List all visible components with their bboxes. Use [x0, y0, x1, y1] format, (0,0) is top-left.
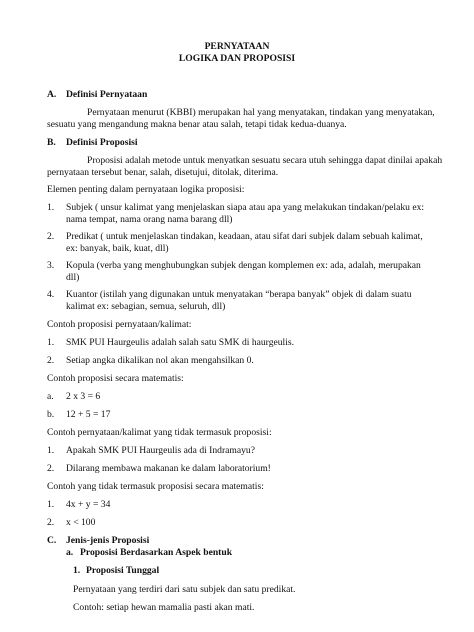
example-4-item-1-marker: 1. — [47, 499, 55, 510]
subsection-1-heading: Proposisi Tunggal — [86, 565, 160, 576]
tunggal-definition: Pernyataan yang terdiri dari satu subjek dan satu predikat. — [73, 584, 296, 595]
element-4-marker: 4. — [47, 289, 55, 300]
section-b-para-line-1: Proposisi adalah metode untuk menyatkan sesuatu secara utuh sehingga dapat dinilai apakah — [87, 155, 443, 166]
section-b-heading: Definisi Proposisi — [66, 137, 138, 148]
section-a-marker: A. — [47, 89, 57, 100]
title-line-2: LOGIKA DAN PROPOSISI — [178, 53, 296, 64]
elements-intro: Elemen penting dalam pernyataan logika proposisi: — [47, 184, 245, 195]
section-c-marker: C. — [47, 535, 57, 546]
example-3-item-2-marker: 2. — [47, 463, 55, 474]
example-4-item-2-marker: 2. — [47, 517, 55, 528]
element-3-line-2: dll) — [66, 272, 80, 283]
example-3-item-1-marker: 1. — [47, 445, 55, 456]
example-2-intro: Contoh proposisi secara matematis: — [47, 373, 184, 384]
example-3-item-2-text: Dilarang membawa makanan ke dalam laboratorium! — [66, 463, 271, 474]
section-a-heading: Definisi Pernyataan — [66, 89, 148, 100]
element-2-marker: 2. — [47, 231, 55, 242]
element-2-line-2: ex: banyak, baik, kuat, dll) — [66, 243, 169, 254]
element-1-marker: 1. — [47, 202, 55, 213]
element-4-line-1: Kuantor (istilah yang digunakan untuk menyatakan “berapa banyak” objek di dalam suatu — [66, 289, 412, 300]
section-a-para-line-1: Pernyataan menurut (KBBI) merupakan hal yang menyatakan, tindakan yang menyatakan, — [87, 107, 435, 118]
example-3-item-1-text: Apakah SMK PUI Haurgeulis ada di Indramayu? — [66, 445, 255, 456]
element-3-marker: 3. — [47, 260, 55, 271]
element-4-line-2: kalimat ex: sebagian, semua, seluruh, dll) — [66, 301, 226, 312]
example-4-intro: Contoh yang tidak termasuk proposisi secara matematis: — [47, 481, 264, 492]
tunggal-example: Contoh: setiap hewan mamalia pasti akan mati. — [73, 602, 255, 613]
example-3-intro: Contoh pernyataan/kalimat yang tidak termasuk proposisi: — [47, 427, 272, 438]
element-2-line-1: Predikat ( untuk menjelaskan tindakan, keadaan, atau sifat dari subjek dalam sebuah kalimat, — [66, 231, 423, 242]
example-1-intro: Contoh proposisi pernyataan/kalimat: — [47, 319, 192, 330]
example-2-item-a-marker: a. — [47, 391, 54, 402]
example-1-item-1-text: SMK PUI Haurgeulis adalah salah satu SMK di haurgeulis. — [66, 337, 295, 348]
example-2-item-b-marker: b. — [47, 409, 55, 420]
subsection-a-heading: Proposisi Berdasarkan Aspek bentuk — [80, 547, 233, 558]
section-a-para-line-2: sesuatu yang mengandung makna benar atau salah, tetapi tidak kedua-duanya. — [47, 119, 347, 130]
example-2-item-a-text: 2 x 3 = 6 — [66, 391, 101, 402]
example-4-item-1-text: 4x + y = 34 — [66, 499, 111, 510]
example-4-item-2-text: x < 100 — [66, 517, 96, 528]
section-b-marker: B. — [47, 137, 56, 148]
example-2-item-b-text: 12 + 5 = 17 — [66, 409, 111, 420]
section-c-heading: Jenis-jenis Proposisi — [66, 535, 150, 546]
example-1-item-1-marker: 1. — [47, 337, 55, 348]
subsection-a-marker: a. — [66, 547, 74, 558]
section-b-para-line-2: pernyataan tersebut benar, salah, disetujui, ditolak, diterima. — [47, 167, 279, 178]
element-1-line-1: Subjek ( unsur kalimat yang menjelaskan siapa atau apa yang melakukan tindakan/pelaku ex: — [66, 202, 425, 213]
element-1-line-2: nama tempat, nama orang nama barang dll) — [66, 214, 233, 225]
title-line-1: PERNYATAAN — [204, 41, 270, 52]
example-1-item-2-text: Setiap angka dikalikan nol akan mengahsilkan 0. — [66, 355, 254, 366]
element-3-line-1: Kopula (verba yang menghubungkan subjek dengan komplemen ex: ada, adalah, merupakan — [66, 260, 421, 271]
subsection-1-marker: 1. — [73, 565, 81, 576]
example-1-item-2-marker: 2. — [47, 355, 55, 366]
